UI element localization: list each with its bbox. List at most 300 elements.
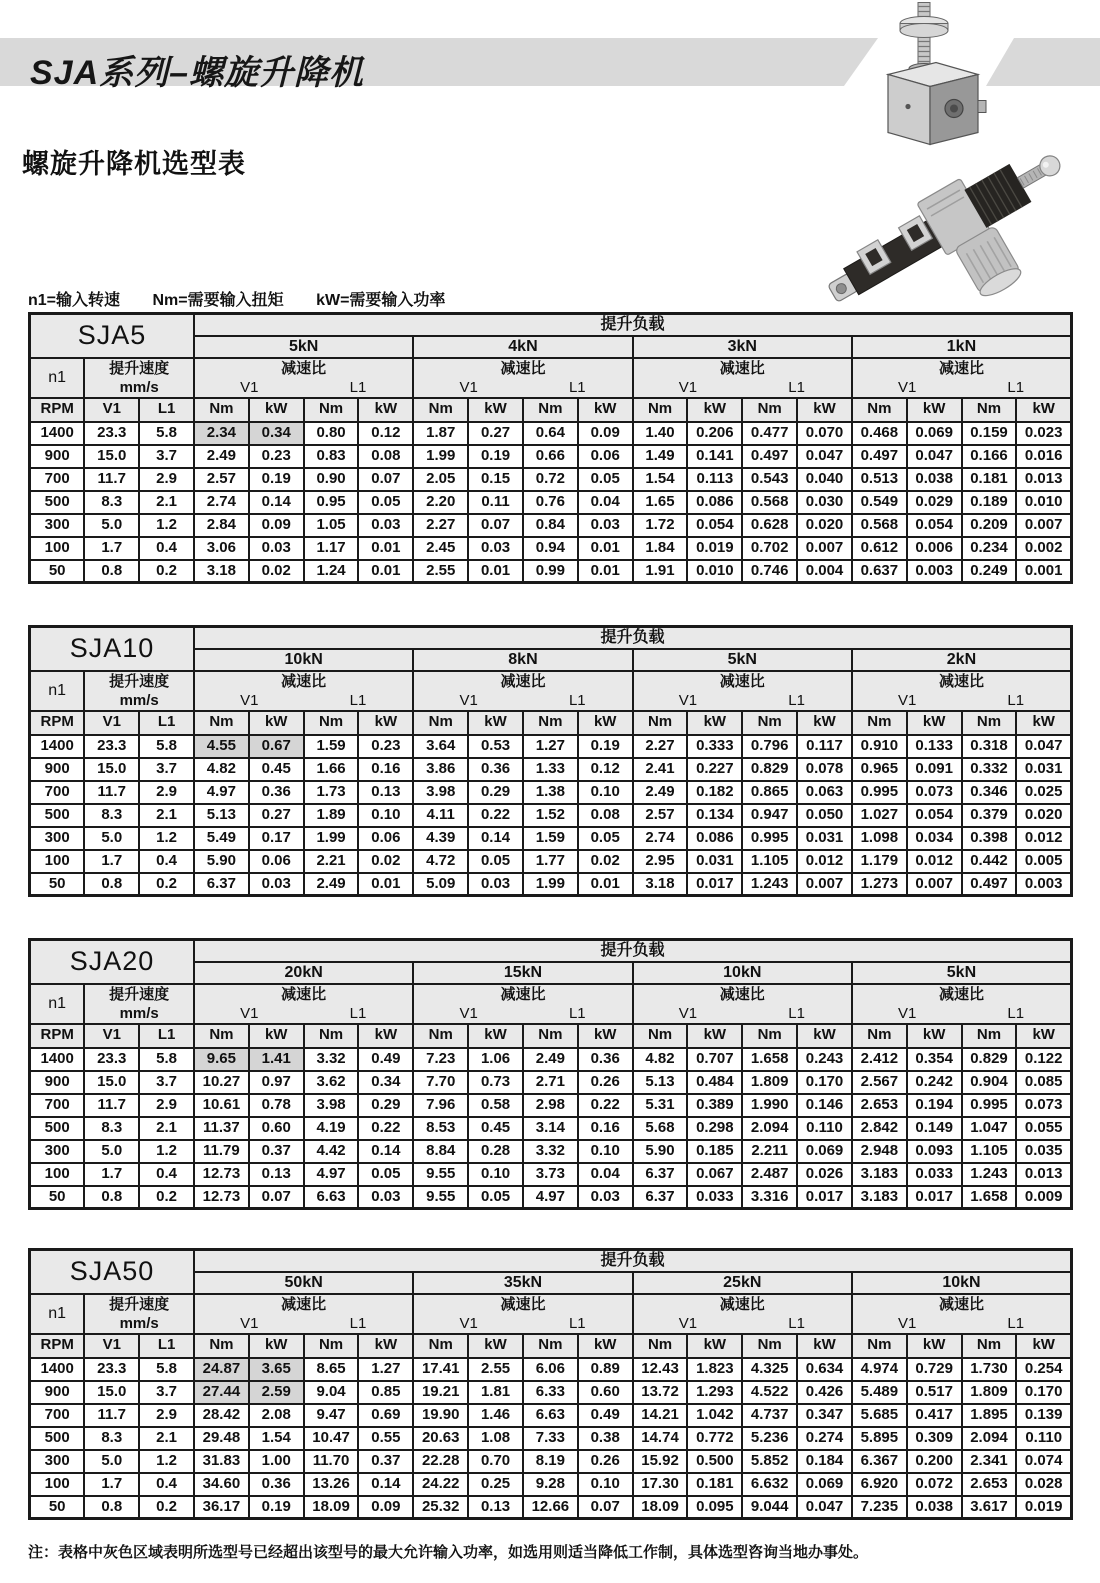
reduction-ratio-header xyxy=(194,358,413,398)
value-cell: 0.031 xyxy=(1016,758,1071,781)
ratio-v1-label: V1 xyxy=(898,691,917,709)
rpm-value: 50 xyxy=(30,1496,85,1519)
value-cell: 0.093 xyxy=(907,1140,962,1163)
value-cell: 1.06 xyxy=(468,1048,523,1071)
value-cell: 6.06 xyxy=(523,1358,578,1381)
value-cell: 11.37 xyxy=(194,1117,249,1140)
value-cell: 0.34 xyxy=(358,1071,413,1094)
value-cell: 1.990 xyxy=(742,1094,797,1117)
reduction-ratio-label: 减速比 xyxy=(938,1295,984,1313)
value-cell: 2.948 xyxy=(852,1140,907,1163)
value-cell: 0.702 xyxy=(742,537,797,560)
ratio-variant-row xyxy=(414,378,631,397)
value-cell: 0.182 xyxy=(687,781,742,804)
l1-speed-value: 0.4 xyxy=(139,1163,194,1186)
ratio-v1-label: V1 xyxy=(459,691,478,709)
value-cell: 1.66 xyxy=(304,758,359,781)
value-cell: 8.53 xyxy=(413,1117,468,1140)
l1-speed-value: 5.8 xyxy=(139,735,194,758)
value-cell: 0.017 xyxy=(687,873,742,896)
load-rating: 2kN xyxy=(852,649,1072,671)
value-cell: 0.01 xyxy=(578,560,633,583)
value-cell: 2.49 xyxy=(304,873,359,896)
value-cell: 0.073 xyxy=(1016,1094,1071,1117)
value-cell: 1.49 xyxy=(633,445,688,468)
value-cell: 0.074 xyxy=(1016,1450,1071,1473)
rpm-value: 50 xyxy=(30,873,85,896)
value-cell: 24.87 xyxy=(194,1358,249,1381)
value-cell: 0.09 xyxy=(578,422,633,445)
value-cell: 9.47 xyxy=(304,1404,359,1427)
value-cell: 0.60 xyxy=(578,1381,633,1404)
kw-label: kW xyxy=(249,711,304,735)
kw-label: kW xyxy=(578,1024,633,1048)
value-cell: 1.40 xyxy=(633,422,688,445)
value-cell: 0.007 xyxy=(1016,514,1071,537)
value-cell: 0.054 xyxy=(907,514,962,537)
value-cell: 0.254 xyxy=(1016,1358,1071,1381)
kw-label: kW xyxy=(358,711,413,735)
value-cell: 0.170 xyxy=(797,1071,852,1094)
value-cell: 0.01 xyxy=(358,560,413,583)
lift-speed-label: 提升速度 xyxy=(109,672,170,690)
value-cell: 6.37 xyxy=(633,1163,688,1186)
value-cell: 1.91 xyxy=(633,560,688,583)
kw-label: kW xyxy=(358,398,413,422)
value-cell: 5.236 xyxy=(742,1427,797,1450)
header-row-units xyxy=(30,711,1072,735)
rpm-value: 500 xyxy=(30,491,85,514)
value-cell: 0.234 xyxy=(962,537,1017,560)
value-cell: 0.468 xyxy=(852,422,907,445)
table-row xyxy=(30,1381,1072,1404)
value-cell: 1.77 xyxy=(523,850,578,873)
rpm-value: 300 xyxy=(30,1140,85,1163)
value-cell: 0.054 xyxy=(907,804,962,827)
kw-label: kW xyxy=(797,711,852,735)
value-cell: 0.36 xyxy=(468,758,523,781)
value-cell: 1.027 xyxy=(852,804,907,827)
value-cell: 31.83 xyxy=(194,1450,249,1473)
value-cell: 0.170 xyxy=(1016,1381,1071,1404)
nm-label: Nm xyxy=(304,711,359,735)
value-cell: 8.65 xyxy=(304,1358,359,1381)
value-cell: 0.10 xyxy=(578,1473,633,1496)
kw-label: kW xyxy=(249,398,304,422)
value-cell: 0.995 xyxy=(742,827,797,850)
value-cell: 0.05 xyxy=(468,1186,523,1209)
l1-speed-value: 2.9 xyxy=(139,468,194,491)
value-cell: 7.33 xyxy=(523,1427,578,1450)
rpm-value: 900 xyxy=(30,445,85,468)
l1-speed-value: 2.1 xyxy=(139,1117,194,1140)
value-cell: 11.79 xyxy=(194,1140,249,1163)
value-cell: 0.033 xyxy=(907,1163,962,1186)
value-cell: 1.27 xyxy=(358,1358,413,1381)
value-cell: 0.010 xyxy=(1016,491,1071,514)
value-cell: 19.90 xyxy=(413,1404,468,1427)
value-cell: 0.050 xyxy=(797,804,852,827)
rpm-label: RPM xyxy=(30,398,85,422)
value-cell: 2.211 xyxy=(742,1140,797,1163)
banner-title: SJA系列–螺旋升降机 xyxy=(30,54,365,92)
value-cell: 0.19 xyxy=(468,445,523,468)
value-cell: 3.18 xyxy=(633,873,688,896)
value-cell: 0.047 xyxy=(797,1496,852,1519)
value-cell: 0.016 xyxy=(1016,445,1071,468)
load-rating: 3kN xyxy=(633,336,852,358)
reduction-ratio-header xyxy=(413,671,632,711)
lift-speed-label: 提升速度 xyxy=(109,985,170,1003)
value-cell: 3.14 xyxy=(523,1117,578,1140)
v1-speed-value: 0.8 xyxy=(84,873,139,896)
kw-label: kW xyxy=(358,1334,413,1358)
value-cell: 25.32 xyxy=(413,1496,468,1519)
value-cell: 36.17 xyxy=(194,1496,249,1519)
value-cell: 0.354 xyxy=(907,1048,962,1071)
value-cell: 14.74 xyxy=(633,1427,688,1450)
value-cell: 12.43 xyxy=(633,1358,688,1381)
value-cell: 0.019 xyxy=(687,537,742,560)
selection-table-sja50 xyxy=(28,1248,1073,1520)
value-cell: 17.41 xyxy=(413,1358,468,1381)
value-cell: 3.32 xyxy=(304,1048,359,1071)
value-cell: 0.122 xyxy=(1016,1048,1071,1071)
lift-speed-unit: mm/s xyxy=(119,1004,159,1022)
value-cell: 0.028 xyxy=(1016,1473,1071,1496)
table-row xyxy=(30,514,1072,537)
reduction-ratio-label: 减速比 xyxy=(281,985,327,1003)
value-cell: 0.477 xyxy=(742,422,797,445)
value-cell: 0.086 xyxy=(687,491,742,514)
value-cell: 15.92 xyxy=(633,1450,688,1473)
rpm-value: 1400 xyxy=(30,1048,85,1071)
table-row xyxy=(30,804,1072,827)
value-cell: 1.105 xyxy=(962,1140,1017,1163)
value-cell: 0.38 xyxy=(578,1427,633,1450)
value-cell: 1.54 xyxy=(249,1427,304,1450)
value-cell: 2.49 xyxy=(194,445,249,468)
rpm-value: 900 xyxy=(30,758,85,781)
rpm-value: 100 xyxy=(30,1163,85,1186)
value-cell: 2.55 xyxy=(413,560,468,583)
value-cell: 0.02 xyxy=(249,560,304,583)
value-cell: 0.047 xyxy=(797,445,852,468)
l1-speed-value: 2.1 xyxy=(139,1427,194,1450)
value-cell: 0.029 xyxy=(907,491,962,514)
value-cell: 0.007 xyxy=(797,873,852,896)
ratio-v1-label: V1 xyxy=(459,1004,478,1022)
value-cell: 0.031 xyxy=(687,850,742,873)
v1-speed-value: 15.0 xyxy=(84,1071,139,1094)
header-row-units xyxy=(30,1024,1072,1048)
table-row xyxy=(30,827,1072,850)
v1-speed-value: 11.7 xyxy=(84,1094,139,1117)
value-cell: 4.82 xyxy=(633,1048,688,1071)
value-cell: 0.06 xyxy=(358,827,413,850)
load-rating: 5kN xyxy=(852,962,1072,984)
value-cell: 0.185 xyxy=(687,1140,742,1163)
value-cell: 0.84 xyxy=(523,514,578,537)
reduction-ratio-header xyxy=(413,358,632,398)
kw-label: kW xyxy=(1016,1334,1071,1358)
kw-label: kW xyxy=(249,1334,304,1358)
v1-speed-value: 5.0 xyxy=(84,514,139,537)
l1-speed-value: 2.9 xyxy=(139,781,194,804)
value-cell: 3.06 xyxy=(194,537,249,560)
ratio-l1-label: L1 xyxy=(349,691,367,709)
value-cell: 0.22 xyxy=(468,804,523,827)
value-cell: 0.01 xyxy=(578,873,633,896)
v1-speed-value: 5.0 xyxy=(84,827,139,850)
l1-speed-value: 2.9 xyxy=(139,1404,194,1427)
value-cell: 0.729 xyxy=(907,1358,962,1381)
value-cell: 0.513 xyxy=(852,468,907,491)
value-cell: 7.96 xyxy=(413,1094,468,1117)
model-name: SJA20 xyxy=(30,940,194,984)
value-cell: 0.003 xyxy=(907,560,962,583)
value-cell: 0.243 xyxy=(797,1048,852,1071)
value-cell: 0.13 xyxy=(358,781,413,804)
model-name: SJA10 xyxy=(30,627,194,671)
kw-label: kW xyxy=(1016,711,1071,735)
ratio-v1-label: V1 xyxy=(459,1314,478,1332)
nm-label: Nm xyxy=(194,1334,249,1358)
reduction-ratio-label: 减速比 xyxy=(719,985,765,1003)
value-cell: 0.25 xyxy=(468,1473,523,1496)
value-cell: 2.84 xyxy=(194,514,249,537)
value-cell: 2.74 xyxy=(194,491,249,514)
value-cell: 2.341 xyxy=(962,1450,1017,1473)
reduction-ratio-label: 减速比 xyxy=(500,672,546,690)
v1-speed-value: 0.8 xyxy=(84,1496,139,1519)
reduction-ratio-label: 减速比 xyxy=(281,359,327,377)
value-cell: 0.83 xyxy=(304,445,359,468)
value-cell: 0.347 xyxy=(797,1404,852,1427)
ratio-v1-label: V1 xyxy=(678,378,698,396)
value-cell: 2.27 xyxy=(633,735,688,758)
rpm-value: 500 xyxy=(30,1117,85,1140)
ratio-l1-label: L1 xyxy=(568,378,586,396)
ratio-l1-label: L1 xyxy=(568,1314,586,1332)
value-cell: 29.48 xyxy=(194,1427,249,1450)
value-cell: 5.90 xyxy=(194,850,249,873)
value-cell: 3.316 xyxy=(742,1186,797,1209)
kw-label: kW xyxy=(578,711,633,735)
value-cell: 9.28 xyxy=(523,1473,578,1496)
value-cell: 1.243 xyxy=(742,873,797,896)
value-cell: 1.179 xyxy=(852,850,907,873)
value-cell: 0.110 xyxy=(797,1117,852,1140)
l1-speed-value: 1.2 xyxy=(139,827,194,850)
rpm-value: 300 xyxy=(30,1450,85,1473)
load-header: 提升负载 xyxy=(194,940,1072,962)
ratio-l1-label: L1 xyxy=(349,1314,367,1332)
nm-label: Nm xyxy=(523,1334,578,1358)
reduction-ratio-header xyxy=(194,1294,413,1334)
header-row-load xyxy=(30,314,1072,336)
reduction-ratio-label: 减速比 xyxy=(719,1295,765,1313)
l1-col-label: L1 xyxy=(139,1334,194,1358)
value-cell: 2.55 xyxy=(468,1358,523,1381)
value-cell: 2.41 xyxy=(633,758,688,781)
value-cell: 0.95 xyxy=(304,491,359,514)
table-row xyxy=(30,1496,1072,1519)
ratio-l1-label: L1 xyxy=(1007,1004,1025,1022)
value-cell: 0.01 xyxy=(358,537,413,560)
value-cell: 0.01 xyxy=(468,560,523,583)
value-cell: 0.23 xyxy=(249,445,304,468)
rpm-label: RPM xyxy=(30,1024,85,1048)
value-cell: 0.37 xyxy=(358,1450,413,1473)
value-cell: 1.81 xyxy=(468,1381,523,1404)
value-cell: 0.09 xyxy=(249,514,304,537)
value-cell: 0.49 xyxy=(578,1404,633,1427)
value-cell: 2.08 xyxy=(249,1404,304,1427)
value-cell: 5.90 xyxy=(633,1140,688,1163)
value-cell: 7.70 xyxy=(413,1071,468,1094)
value-cell: 1.658 xyxy=(962,1186,1017,1209)
reduction-ratio-header xyxy=(633,1294,852,1334)
ratio-variant-row xyxy=(195,691,412,710)
table-row xyxy=(30,1117,1072,1140)
value-cell: 5.852 xyxy=(742,1450,797,1473)
value-cell: 0.02 xyxy=(358,850,413,873)
value-cell: 1.52 xyxy=(523,804,578,827)
value-cell: 0.181 xyxy=(687,1473,742,1496)
value-cell: 2.842 xyxy=(852,1117,907,1140)
value-cell: 0.90 xyxy=(304,468,359,491)
value-cell: 0.03 xyxy=(358,514,413,537)
value-cell: 20.63 xyxy=(413,1427,468,1450)
ratio-l1-label: L1 xyxy=(788,1004,805,1022)
kw-label: kW xyxy=(797,398,852,422)
value-cell: 1.047 xyxy=(962,1117,1017,1140)
rpm-label: RPM xyxy=(30,1334,85,1358)
nm-label: Nm xyxy=(962,711,1017,735)
nm-label: Nm xyxy=(194,1024,249,1048)
value-cell: 34.60 xyxy=(194,1473,249,1496)
v1-speed-value: 8.3 xyxy=(84,491,139,514)
value-cell: 0.379 xyxy=(962,804,1017,827)
value-cell: 17.30 xyxy=(633,1473,688,1496)
value-cell: 0.117 xyxy=(797,735,852,758)
value-cell: 0.002 xyxy=(1016,537,1071,560)
value-cell: 0.389 xyxy=(687,1094,742,1117)
value-cell: 4.39 xyxy=(413,827,468,850)
value-cell: 7.23 xyxy=(413,1048,468,1071)
nm-label: Nm xyxy=(852,1024,907,1048)
value-cell: 6.33 xyxy=(523,1381,578,1404)
n1-label: n1 xyxy=(30,671,85,711)
value-cell: 0.033 xyxy=(687,1186,742,1209)
nm-label: Nm xyxy=(413,398,468,422)
l1-speed-value: 5.8 xyxy=(139,422,194,445)
value-cell: 0.086 xyxy=(687,827,742,850)
value-cell: 0.12 xyxy=(358,422,413,445)
value-cell: 2.094 xyxy=(742,1117,797,1140)
value-cell: 0.007 xyxy=(797,537,852,560)
load-rating: 4kN xyxy=(413,336,632,358)
l1-speed-value: 1.2 xyxy=(139,1140,194,1163)
value-cell: 0.05 xyxy=(578,468,633,491)
l1-speed-value: 5.8 xyxy=(139,1048,194,1071)
header-row-units xyxy=(30,398,1072,422)
load-rating: 5kN xyxy=(194,336,413,358)
value-cell: 0.007 xyxy=(907,873,962,896)
value-cell: 0.020 xyxy=(797,514,852,537)
model-name: SJA5 xyxy=(30,314,194,358)
ratio-v1-label: V1 xyxy=(240,1314,259,1332)
reduction-ratio-label: 减速比 xyxy=(938,359,984,377)
l1-speed-value: 1.2 xyxy=(139,1450,194,1473)
ratio-l1-label: L1 xyxy=(568,1004,586,1022)
table-row xyxy=(30,1048,1072,1071)
value-cell: 4.55 xyxy=(194,735,249,758)
value-cell: 1.84 xyxy=(633,537,688,560)
l1-speed-value: 1.2 xyxy=(139,514,194,537)
value-cell: 0.047 xyxy=(1016,735,1071,758)
value-cell: 2.49 xyxy=(633,781,688,804)
value-cell: 12.66 xyxy=(523,1496,578,1519)
rpm-value: 50 xyxy=(30,1186,85,1209)
n1-label: n1 xyxy=(30,358,85,398)
value-cell: 0.242 xyxy=(907,1071,962,1094)
value-cell: 0.017 xyxy=(907,1186,962,1209)
value-cell: 0.332 xyxy=(962,758,1017,781)
ratio-variant-row xyxy=(634,1004,851,1023)
rpm-value: 1400 xyxy=(30,422,85,445)
value-cell: 0.069 xyxy=(797,1140,852,1163)
value-cell: 9.55 xyxy=(413,1186,468,1209)
value-cell: 4.325 xyxy=(742,1358,797,1381)
value-cell: 0.03 xyxy=(249,873,304,896)
load-header: 提升负载 xyxy=(194,314,1072,336)
header-row-ratio xyxy=(30,358,1072,398)
v1-speed-value: 15.0 xyxy=(84,445,139,468)
v1-speed-value: 23.3 xyxy=(84,735,139,758)
value-cell: 0.500 xyxy=(687,1450,742,1473)
kw-label: kW xyxy=(358,1024,413,1048)
value-cell: 2.653 xyxy=(962,1473,1017,1496)
value-cell: 0.298 xyxy=(687,1117,742,1140)
value-cell: 0.772 xyxy=(687,1427,742,1450)
value-cell: 0.76 xyxy=(523,491,578,514)
value-cell: 0.13 xyxy=(249,1163,304,1186)
lift-speed-header xyxy=(84,1294,194,1334)
value-cell: 0.184 xyxy=(797,1450,852,1473)
value-cell: 2.98 xyxy=(523,1094,578,1117)
lift-speed-header xyxy=(84,984,194,1024)
table-row xyxy=(30,491,1072,514)
kw-label: kW xyxy=(687,398,742,422)
value-cell: 0.05 xyxy=(468,850,523,873)
value-cell: 1.658 xyxy=(742,1048,797,1071)
value-cell: 1.73 xyxy=(304,781,359,804)
value-cell: 2.21 xyxy=(304,850,359,873)
ratio-v1-label: V1 xyxy=(240,378,259,396)
value-cell: 0.910 xyxy=(852,735,907,758)
value-cell: 0.28 xyxy=(468,1140,523,1163)
value-cell: 0.01 xyxy=(358,873,413,896)
v1-speed-value: 0.8 xyxy=(84,560,139,583)
reduction-ratio-header xyxy=(633,358,852,398)
value-cell: 0.333 xyxy=(687,735,742,758)
rpm-value: 700 xyxy=(30,1094,85,1117)
value-cell: 10.27 xyxy=(194,1071,249,1094)
ratio-v1-label: V1 xyxy=(240,691,259,709)
value-cell: 5.895 xyxy=(852,1427,907,1450)
